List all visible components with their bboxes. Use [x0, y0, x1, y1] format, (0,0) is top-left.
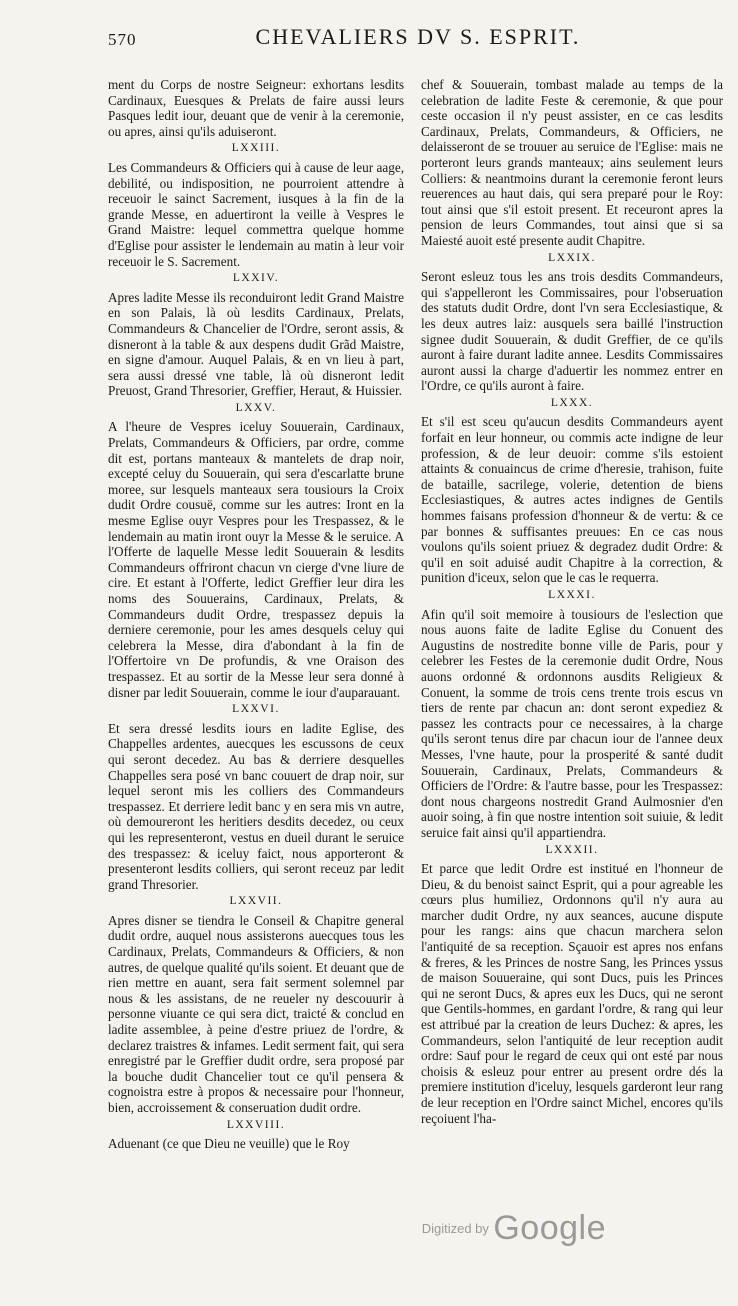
article-text: Aduenant (ce que Dieu ne veuille) que le Roy: [108, 1136, 350, 1152]
article: [108, 77, 404, 139]
article: [108, 894, 404, 1115]
article: [421, 843, 723, 1127]
article-text: Afin qu'il soit memoire à tousiours de l'eslection que nous auons faite de ladite Eglise du Conuent des Augustins de nostredite bonne ville de Paris, pour y celebrer les Festes de la ceremonie dudit Ordre, Nous auons ordonné & ordonnons ausdits Religieux & Conuent, la somme de trois cens trente trois escus vn tiers de rente par chacun an: dont seront expediez & passez les contracts pour ce necessaires, à la charge qu'ils seront tenus dire par chacun iour de l'annee deux Messes, l'vne haute, pour la prosperité & santé dudit Souuerain, Cardinaux, Prelats, Commandeurs & Officiers de l'Ordre: & l'autre basse, pour les Trespassez: dont nous chargeons nostredit Grand Aulmosnier d'en auoir soing, à fin que nostre intention soit suiuie, & ledit seruice fait ainsi qu'il appartiendra.: [421, 606, 723, 840]
google-digitized-watermark: [422, 1209, 606, 1248]
article: [421, 588, 723, 841]
article-heading: LXXX.: [550, 396, 594, 409]
article-heading: LXXVI.: [232, 703, 280, 716]
right-column: [421, 77, 723, 1128]
article-text: Apres ladite Messe ils reconduiront ledit Grand Maistre en son Palais, là où lesdits Cardinaux, Prelats, Commandeurs & Chancelier de l'Ordre, seront assis, & disneront à la table & aux despens dudit Grãd Maistre, en signe d'amour. Auquel Palais, & en vn lieu à part, sera aussi dressé vne table, là où disneront ledit Preuost, Grand Thresorier, Greffier, Heraut, & Huissier.: [108, 289, 404, 399]
article-heading: LXXXI.: [548, 589, 596, 601]
article: [108, 401, 404, 700]
article-heading: LXXXII.: [545, 843, 599, 856]
page-header: [108, 24, 728, 58]
article-text: A l'heure de Vespres iceluy Souuerain, Cardinaux, Prelats, Commandeurs & Officiers, par ordre, comme dit est, portans manteaux & mantelets de drap noir, excepté celuy du Souuerain, qui sera d'escarlatte brune moree, sur lesquels manteaux sera tousiours la Croix dudit Ordre cousuë, comme sur les autres: Iront en la mesme Eglise ouyr Vespres pour les Trespassez, & le lendemain au matin iront ouyr la Messe & le seruice. A l'Offerte de laquelle Messe ledit Souuerain & lesdits Commandeurs offriront chacun vn cierge d'vne liure de cire. Et estant à l'Offerte, ledict Greffier leur dira les noms des Souuerains, Cardinaux, Prelats, & Commandeurs dudit Ordre, trespassez depuis la derniere ceremonie, pour les ames desquels celuy qui celebrera la Messe, dira d'abondant à la fin de l'Offertoire vn De profundis, & vne Oraison des trespassez. Et au sortir de la Messe leur sera donné à disner par ledit Souuerain, comme le iour d'auparauant.: [108, 419, 404, 700]
article-text: Et sera dressé lesdits iours en ladite Eglise, des Chappelles ardentes, auecques les escussons de ceux qui seront decedez. Au bas & derriere desquelles Chappelles sera posé vn banc couuert de drap noir, sur lequel seront mis les colliers des Commandeurs trespassez. Et derriere ledit banc y en sera mis vn autre, où demoureront les heritiers desdits decedez, ou ceux qui les representeront, vestus en dueil durant le seruice des trespassez: & iceluy faict, nous apporteront & presenteront lesdits colliers, qui seront receuz par ledit grand Thresorier.: [108, 720, 404, 892]
article-text: chef & Souuerain, tombast malade au temps de la celebration de ladite Feste & ceremonie, & que pour ceste occasion il n'y peust assister, en ce cas lesdits Cardinaux, Prelats, Commandeurs, & Officiers, ne delaisseront de se trouuer au seruice de l'Eglise: mais ne porteront leurs grands manteaux; ains seulement leurs Colliers: & neantmoins durant la ceremonie feront leurs reuerences au haut dais, qui sera preparé pour le Roy: tout ainsi que s'il estoit present. Et receuront apres la pension de leurs Commandes, tout ainsi que si sa Maiesté auoit esté presente audit Chapitre.: [421, 77, 723, 248]
article-heading: LXXVIII.: [226, 1118, 286, 1131]
article: [421, 396, 723, 586]
article-heading: LXXIX.: [548, 251, 596, 264]
article: [108, 702, 404, 892]
running-head: CHEVALIERS DV S. ESPRIT.: [255, 24, 581, 49]
article-text: Et parce que ledit Ordre est institué en l'honneur de Dieu, & du benoist sainct Esprit, qui a pour agreable les cœurs plus humiliez, Ordonnons qu'il n'y aura au marcher dudit Ordre, ny aux seances, aucune dispute pour les rangs: ains que chacun marchera selon l'antiquité de sa reception. Sçauoir est apres nos enfans & freres, & les Princes de nostre Sang, les Princes yssus de maison Souueraine, qui sont Ducs, puis les Princes qui ne seront Ducs, & apres eux les Ducs, qui ne seront que Gentils-hommes, en gardant l'ordre, & rang qui leur est attribué par la creation de leurs Duchez: & apres, les Commandeurs, selon l'antiquité de leur reception audit ordre: Sauf pour le regard de ceux qui ont esté par nous choisis & esleuz pour entrer au present ordre dés la premiere institution d'iceluy, lesquels garderont leur rang de leur reception en l'Ordre sainct Michel, encores qu'ils reçoiuent l'ha-: [421, 861, 723, 1126]
article-heading: LXXIII.: [231, 142, 281, 155]
article: [108, 1118, 404, 1152]
article-heading: LXXVII.: [229, 895, 283, 908]
article: [421, 251, 723, 394]
article-text: Apres disner se tiendra le Conseil & Chapitre general dudit ordre, auquel nous assisterons auecques tous les Cardinaux, Prelats, Commandeurs & Officiers, & non autres, de quelque qualité qu'ils soient. Et deuant que de rien mettre en auant, sera fait serment solemnel par nous & les assistans, de ne reueler ny descouurir à personne viuante ce qui sera dict, traicté & conclud en ladite assemblee, à peine d'estre priuez de l'ordre, & declarez traistres & infames. Ledit serment fait, qui sera enregistré par le Greffier dudit ordre, sera proposé par la bouche dudit Chancelier tout ce qu'il pensera & cognoistra estre à propos & necessaire pour l'honneur, bien, accroissement & conseruation dudit ordre.: [108, 912, 404, 1115]
article: [108, 141, 404, 269]
left-column: [108, 77, 404, 1154]
article-heading: LXXV.: [235, 401, 277, 414]
google-logo: Google: [493, 1209, 606, 1247]
article-text: Seront esleuz tous les ans trois desdits Commandeurs, qui s'appelleront les Commissaires, pour l'obseruation des statuts dudit Ordre, dont l'vn sera Ecclesiastique, & les deux autres laiz: ausquels sera baillé l'instruction signee dudit Souuerain, & dudit Greffier, de ce qu'ils auront à faire durant ladite annee. Lesdits Commissaires auront aussi la charge d'aduertir les nommez entrer en l'Ordre, ce qu'ils auront à faire.: [421, 269, 723, 394]
article-heading: LXXIV.: [232, 272, 280, 285]
article: [108, 271, 404, 399]
watermark-prefix: Digitized by: [421, 1221, 489, 1236]
article-text: ment du Corps de nostre Seigneur: exhortans lesdits Cardinaux, Euesques & Prelats de faire aussi leurs Pasques ledit iour, deuant que de venir à la ceremonie, ou apres, ainsi qu'ils aduiseront.: [108, 77, 404, 139]
article-text: Et s'il est sceu qu'aucun desdits Commandeurs ayent forfait en leur honneur, ou commis acte indigne de leur profession, & de leur deuoir: comme s'ils estoient attaints & conuaincus de crime d'heresie, trahison, fuite de bataille, sacrilege, volerie, detention de biens Ecclesiastiques, & autres actes indignes de Gentils hommes faisans profession d'honneur & de vertu: & ce par bonnes & suffisantes preuues: En ce cas nous voulons qu'ils soient priuez & degradez dudit Ordre: & qu'il en soit aduisé audit Chapitre à la correction, & punition d'iceux, selon que le cas le requerra.: [421, 414, 723, 586]
article: [421, 77, 723, 249]
page-number: 570: [108, 30, 137, 49]
article-text: Les Commandeurs & Officiers qui à cause de leur aage, debilité, ou indisposition, ne pourroient attendre à receuoir le sainct Sacrement, iusques à la fin de la grande Messe, en aduertiront la veille à Vespres le Grand Maistre: lequel commettra quelque homme d'Eglise pour assister le lendemain au matin à leur voir receuoir le S. Sacrement.: [108, 159, 404, 269]
